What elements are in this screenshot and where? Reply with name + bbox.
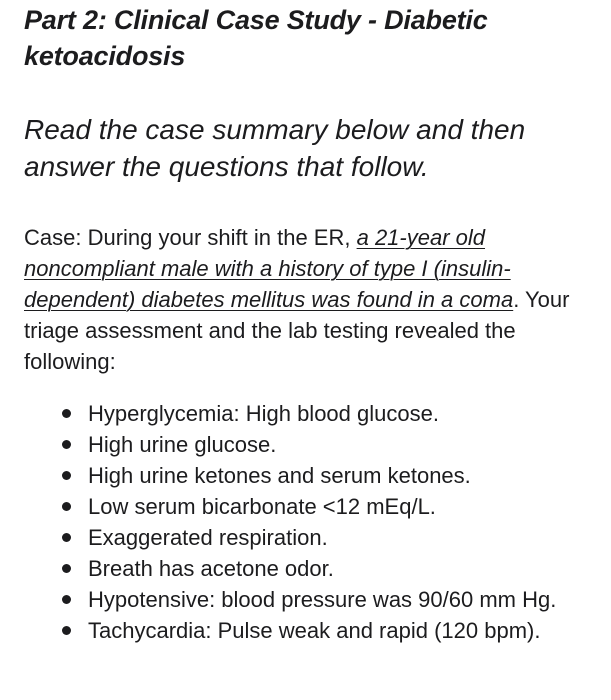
- instructions-text: Read the case summary below and then answer the questions that follow.: [24, 114, 526, 182]
- bullet-icon: [62, 502, 71, 511]
- page-title: Part 2: Clinical Case Study - Diabetic ketoacidosis: [24, 5, 488, 71]
- list-item: [62, 615, 587, 646]
- list-item: [62, 584, 587, 615]
- case-summary: [24, 222, 587, 377]
- list-item: [62, 491, 587, 522]
- finding-text: Low serum bicarbonate <12 mEq/L.: [88, 494, 436, 519]
- list-item: [62, 398, 587, 429]
- case-summary-prefix: Case: During your shift in the ER,: [24, 225, 357, 250]
- bullet-icon: [62, 626, 71, 635]
- finding-text: Exaggerated respiration.: [88, 525, 328, 550]
- list-item: [62, 522, 587, 553]
- bullet-icon: [62, 564, 71, 573]
- bullet-icon: [62, 533, 71, 542]
- bullet-icon: [62, 471, 71, 480]
- bullet-icon: [62, 595, 71, 604]
- case-summary-highlight: a 21-year old noncompliant male with a history of type I (insulin-dependent) diabetes mellitus was found in a coma: [24, 225, 514, 312]
- bullet-icon: [62, 409, 71, 418]
- list-item: [62, 429, 587, 460]
- bullet-icon: [62, 440, 71, 449]
- finding-text: High urine glucose.: [88, 432, 277, 457]
- finding-text: Tachycardia: Pulse weak and rapid (120 bpm).: [88, 618, 541, 643]
- finding-text: High urine ketones and serum ketones.: [88, 463, 471, 488]
- finding-text: Hypotensive: blood pressure was 90/60 mm Hg.: [88, 587, 557, 612]
- list-item: [62, 553, 587, 584]
- case-summary-suffix: . Your triage assessment and the lab testing revealed the following:: [24, 287, 570, 374]
- finding-text: Breath has acetone odor.: [88, 556, 334, 581]
- finding-text: Hyperglycemia: High blood glucose.: [88, 401, 439, 426]
- findings-list: [24, 398, 587, 646]
- list-item: [62, 460, 587, 491]
